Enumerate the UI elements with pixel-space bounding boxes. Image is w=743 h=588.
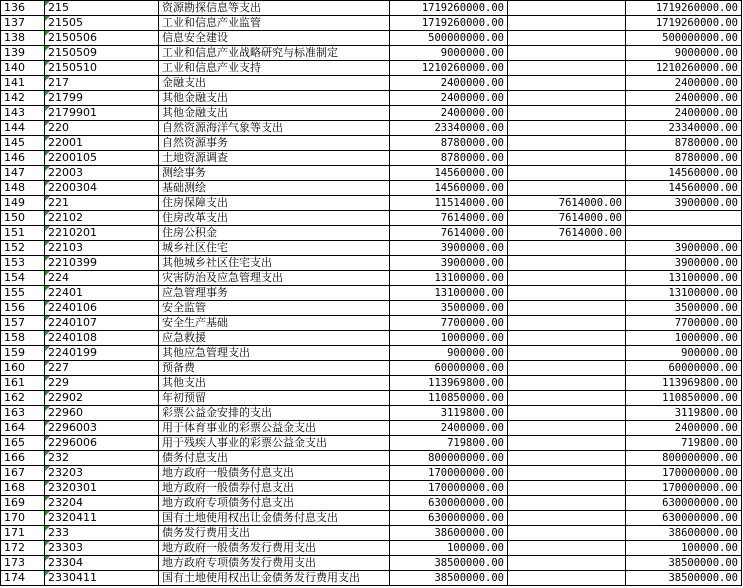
- project-expenditure-cell[interactable]: 1210260000.00: [626, 61, 742, 76]
- subject-name-cell[interactable]: 安全监管: [159, 301, 390, 316]
- subject-name-cell[interactable]: 应急救援: [159, 331, 390, 346]
- basic-expenditure-cell[interactable]: [508, 526, 626, 541]
- subject-code-cell[interactable]: 2330411: [45, 571, 159, 586]
- total-amount-cell[interactable]: 8780000.00: [390, 151, 508, 166]
- row-number-cell[interactable]: 139: [1, 46, 45, 61]
- total-amount-cell[interactable]: 719800.00: [390, 436, 508, 451]
- total-amount-cell[interactable]: 170000000.00: [390, 466, 508, 481]
- total-amount-cell[interactable]: 3900000.00: [390, 256, 508, 271]
- row-number-cell[interactable]: 150: [1, 211, 45, 226]
- row-number-cell[interactable]: 158: [1, 331, 45, 346]
- total-amount-cell[interactable]: 110850000.00: [390, 391, 508, 406]
- subject-code-cell[interactable]: 2296003: [45, 421, 159, 436]
- subject-code-cell[interactable]: 22103: [45, 241, 159, 256]
- project-expenditure-cell[interactable]: [626, 211, 742, 226]
- row-number-cell[interactable]: 155: [1, 286, 45, 301]
- project-expenditure-cell[interactable]: 9000000.00: [626, 46, 742, 61]
- subject-name-cell[interactable]: 地方政府一般债券付息支出: [159, 481, 390, 496]
- project-expenditure-cell[interactable]: 13100000.00: [626, 271, 742, 286]
- total-amount-cell[interactable]: 9000000.00: [390, 46, 508, 61]
- project-expenditure-cell[interactable]: 2400000.00: [626, 106, 742, 121]
- subject-code-cell[interactable]: 2200105: [45, 151, 159, 166]
- basic-expenditure-cell[interactable]: [508, 511, 626, 526]
- row-number-cell[interactable]: 164: [1, 421, 45, 436]
- project-expenditure-cell[interactable]: 38500000.00: [626, 571, 742, 586]
- subject-name-cell[interactable]: 安全生产基础: [159, 316, 390, 331]
- subject-code-cell[interactable]: 233: [45, 526, 159, 541]
- table-row: [1, 166, 742, 181]
- basic-expenditure-cell[interactable]: [508, 76, 626, 91]
- table-row: [1, 76, 742, 91]
- subject-code-cell[interactable]: 22102: [45, 211, 159, 226]
- project-expenditure-cell[interactable]: 1000000.00: [626, 331, 742, 346]
- project-expenditure-cell[interactable]: 2400000.00: [626, 91, 742, 106]
- table-row: [1, 406, 742, 421]
- subject-name-cell[interactable]: 自然资源事务: [159, 136, 390, 151]
- table-row: [1, 286, 742, 301]
- basic-expenditure-cell[interactable]: [508, 241, 626, 256]
- basic-expenditure-cell[interactable]: [508, 436, 626, 451]
- subject-code-cell[interactable]: 215: [45, 1, 159, 16]
- subject-code-cell[interactable]: 2240106: [45, 301, 159, 316]
- subject-code-cell[interactable]: 2150510: [45, 61, 159, 76]
- table-row: [1, 211, 742, 226]
- subject-name-cell[interactable]: 债务付息支出: [159, 451, 390, 466]
- project-expenditure-cell[interactable]: 7700000.00: [626, 316, 742, 331]
- subject-name-cell[interactable]: 年初预留: [159, 391, 390, 406]
- row-number-cell[interactable]: 145: [1, 136, 45, 151]
- basic-expenditure-cell[interactable]: [508, 91, 626, 106]
- subject-name-cell[interactable]: 地方政府专项债务发行费用支出: [159, 556, 390, 571]
- subject-name-cell[interactable]: 其他金融支出: [159, 106, 390, 121]
- project-expenditure-cell[interactable]: 13100000.00: [626, 286, 742, 301]
- basic-expenditure-cell[interactable]: [508, 181, 626, 196]
- basic-expenditure-cell[interactable]: [508, 481, 626, 496]
- project-expenditure-cell[interactable]: 630000000.00: [626, 496, 742, 511]
- basic-expenditure-cell[interactable]: [508, 1, 626, 16]
- subject-code-cell[interactable]: 224: [45, 271, 159, 286]
- basic-expenditure-cell[interactable]: [508, 346, 626, 361]
- table-row: [1, 301, 742, 316]
- project-expenditure-cell[interactable]: 900000.00: [626, 346, 742, 361]
- subject-name-cell[interactable]: 信息安全建设: [159, 31, 390, 46]
- subject-name-cell[interactable]: 债务发行费用支出: [159, 526, 390, 541]
- project-expenditure-cell[interactable]: 113969800.00: [626, 376, 742, 391]
- total-amount-cell[interactable]: 38500000.00: [390, 571, 508, 586]
- subject-code-cell[interactable]: 2240108: [45, 331, 159, 346]
- total-amount-cell[interactable]: 3500000.00: [390, 301, 508, 316]
- subject-code-cell[interactable]: 2240199: [45, 346, 159, 361]
- row-number-cell[interactable]: 138: [1, 31, 45, 46]
- total-amount-cell[interactable]: 7614000.00: [390, 226, 508, 241]
- subject-name-cell[interactable]: 其他支出: [159, 376, 390, 391]
- subject-code-cell[interactable]: 2320411: [45, 511, 159, 526]
- table-row: [1, 331, 742, 346]
- project-expenditure-cell[interactable]: 100000.00: [626, 541, 742, 556]
- subject-name-cell[interactable]: 用于残疾人事业的彩票公益金支出: [159, 436, 390, 451]
- total-amount-cell[interactable]: 630000000.00: [390, 496, 508, 511]
- basic-expenditure-cell[interactable]: [508, 256, 626, 271]
- row-number-cell[interactable]: 156: [1, 301, 45, 316]
- total-amount-cell[interactable]: 113969800.00: [390, 376, 508, 391]
- row-number-cell[interactable]: 151: [1, 226, 45, 241]
- basic-expenditure-cell[interactable]: [508, 286, 626, 301]
- row-number-cell[interactable]: 137: [1, 16, 45, 31]
- project-expenditure-cell[interactable]: 3500000.00: [626, 301, 742, 316]
- total-amount-cell[interactable]: 14560000.00: [390, 181, 508, 196]
- total-amount-cell[interactable]: 38500000.00: [390, 556, 508, 571]
- total-amount-cell[interactable]: 1000000.00: [390, 331, 508, 346]
- table-row: [1, 31, 742, 46]
- subject-name-cell[interactable]: 工业和信息产业支持: [159, 61, 390, 76]
- subject-name-cell[interactable]: 工业和信息产业监管: [159, 16, 390, 31]
- table-row: [1, 181, 742, 196]
- row-number-cell[interactable]: 162: [1, 391, 45, 406]
- basic-expenditure-cell[interactable]: [508, 451, 626, 466]
- project-expenditure-cell[interactable]: 3900000.00: [626, 196, 742, 211]
- project-expenditure-cell[interactable]: [626, 226, 742, 241]
- total-amount-cell[interactable]: 2400000.00: [390, 91, 508, 106]
- row-number-cell[interactable]: 152: [1, 241, 45, 256]
- table-row: [1, 1, 742, 16]
- basic-expenditure-cell[interactable]: [508, 376, 626, 391]
- table-row: [1, 466, 742, 481]
- project-expenditure-cell[interactable]: 14560000.00: [626, 166, 742, 181]
- project-expenditure-cell[interactable]: 8780000.00: [626, 136, 742, 151]
- table-row: [1, 436, 742, 451]
- total-amount-cell[interactable]: 7700000.00: [390, 316, 508, 331]
- subject-name-cell[interactable]: 地方政府专项债务付息支出: [159, 496, 390, 511]
- subject-name-cell[interactable]: 应急管理事务: [159, 286, 390, 301]
- subject-code-cell[interactable]: 23303: [45, 541, 159, 556]
- table-row: [1, 316, 742, 331]
- subject-code-cell[interactable]: 22003: [45, 166, 159, 181]
- basic-expenditure-cell[interactable]: [508, 391, 626, 406]
- project-expenditure-cell[interactable]: 719800.00: [626, 436, 742, 451]
- row-number-cell[interactable]: 154: [1, 271, 45, 286]
- row-number-cell[interactable]: 142: [1, 91, 45, 106]
- project-expenditure-cell[interactable]: 38600000.00: [626, 526, 742, 541]
- row-number-cell[interactable]: 174: [1, 571, 45, 586]
- subject-code-cell[interactable]: 22401: [45, 286, 159, 301]
- basic-expenditure-cell[interactable]: [508, 421, 626, 436]
- total-amount-cell[interactable]: 38600000.00: [390, 526, 508, 541]
- table-row: [1, 241, 742, 256]
- table-row: [1, 196, 742, 211]
- project-expenditure-cell[interactable]: 110850000.00: [626, 391, 742, 406]
- table-row: [1, 496, 742, 511]
- subject-code-cell[interactable]: 2210399: [45, 256, 159, 271]
- row-number-cell[interactable]: 163: [1, 406, 45, 421]
- row-number-cell[interactable]: 168: [1, 481, 45, 496]
- project-expenditure-cell[interactable]: 38500000.00: [626, 556, 742, 571]
- subject-name-cell[interactable]: 自然资源海洋气象等支出: [159, 121, 390, 136]
- basic-expenditure-cell[interactable]: [508, 571, 626, 586]
- total-amount-cell[interactable]: 2400000.00: [390, 421, 508, 436]
- basic-expenditure-cell[interactable]: [508, 271, 626, 286]
- subject-name-cell[interactable]: 土地资源调查: [159, 151, 390, 166]
- basic-expenditure-cell[interactable]: [508, 361, 626, 376]
- subject-code-cell[interactable]: 2179901: [45, 106, 159, 121]
- subject-name-cell[interactable]: 地方政府一般债务付息支出: [159, 466, 390, 481]
- total-amount-cell[interactable]: 3900000.00: [390, 241, 508, 256]
- row-number-cell[interactable]: 148: [1, 181, 45, 196]
- subject-name-cell[interactable]: 其他金融支出: [159, 91, 390, 106]
- table-row: [1, 541, 742, 556]
- subject-name-cell[interactable]: 资源勘探信息等支出: [159, 1, 390, 16]
- subject-code-cell[interactable]: 23304: [45, 556, 159, 571]
- basic-expenditure-cell[interactable]: [508, 121, 626, 136]
- subject-code-cell[interactable]: 2296006: [45, 436, 159, 451]
- total-amount-cell[interactable]: 23340000.00: [390, 121, 508, 136]
- subject-code-cell[interactable]: 22960: [45, 406, 159, 421]
- basic-expenditure-cell[interactable]: [508, 16, 626, 31]
- basic-expenditure-cell[interactable]: [508, 166, 626, 181]
- subject-code-cell[interactable]: 2210201: [45, 226, 159, 241]
- table-row: [1, 271, 742, 286]
- subject-name-cell[interactable]: 预备费: [159, 361, 390, 376]
- row-number-cell[interactable]: 157: [1, 316, 45, 331]
- total-amount-cell[interactable]: 1719260000.00: [390, 16, 508, 31]
- subject-code-cell[interactable]: 220: [45, 121, 159, 136]
- project-expenditure-cell[interactable]: 800000000.00: [626, 451, 742, 466]
- row-number-cell[interactable]: 160: [1, 361, 45, 376]
- table-row: [1, 376, 742, 391]
- table-row: [1, 61, 742, 76]
- subject-name-cell[interactable]: 住房改革支出: [159, 211, 390, 226]
- row-number-cell[interactable]: 167: [1, 466, 45, 481]
- subject-name-cell[interactable]: 基础测绘: [159, 181, 390, 196]
- total-amount-cell[interactable]: 11514000.00: [390, 196, 508, 211]
- project-expenditure-cell[interactable]: 630000000.00: [626, 511, 742, 526]
- project-expenditure-cell[interactable]: 170000000.00: [626, 481, 742, 496]
- row-number-cell[interactable]: 144: [1, 121, 45, 136]
- total-amount-cell[interactable]: 800000000.00: [390, 451, 508, 466]
- subject-name-cell[interactable]: 国有土地使用权出让金债务发行费用支出: [159, 571, 390, 586]
- row-number-cell[interactable]: 143: [1, 106, 45, 121]
- table-body: [1, 1, 742, 586]
- table-row: [1, 16, 742, 31]
- row-number-cell[interactable]: 149: [1, 196, 45, 211]
- subject-name-cell[interactable]: 城乡社区住宅: [159, 241, 390, 256]
- table-row: [1, 91, 742, 106]
- row-number-cell[interactable]: 172: [1, 541, 45, 556]
- total-amount-cell[interactable]: 2400000.00: [390, 106, 508, 121]
- subject-code-cell[interactable]: 23204: [45, 496, 159, 511]
- row-number-cell[interactable]: 153: [1, 256, 45, 271]
- table-row: [1, 121, 742, 136]
- subject-name-cell[interactable]: 其他应急管理支出: [159, 346, 390, 361]
- subject-name-cell[interactable]: 用于体育事业的彩票公益金支出: [159, 421, 390, 436]
- table-row: [1, 226, 742, 241]
- total-amount-cell[interactable]: 1719260000.00: [390, 1, 508, 16]
- subject-name-cell[interactable]: 住房公积金: [159, 226, 390, 241]
- row-number-cell[interactable]: 159: [1, 346, 45, 361]
- total-amount-cell[interactable]: 100000.00: [390, 541, 508, 556]
- total-amount-cell[interactable]: 2400000.00: [390, 76, 508, 91]
- table-row: [1, 346, 742, 361]
- row-number-cell[interactable]: 140: [1, 61, 45, 76]
- total-amount-cell[interactable]: 13100000.00: [390, 271, 508, 286]
- subject-name-cell[interactable]: 国有土地使用权出让金债务付息支出: [159, 511, 390, 526]
- subject-code-cell[interactable]: 2150506: [45, 31, 159, 46]
- subject-name-cell[interactable]: 其他城乡社区住宅支出: [159, 256, 390, 271]
- subject-code-cell[interactable]: 232: [45, 451, 159, 466]
- row-number-cell[interactable]: 165: [1, 436, 45, 451]
- table-row: [1, 556, 742, 571]
- project-expenditure-cell[interactable]: 23340000.00: [626, 121, 742, 136]
- table-row: [1, 571, 742, 586]
- subject-code-cell[interactable]: 21799: [45, 91, 159, 106]
- project-expenditure-cell[interactable]: 3119800.00: [626, 406, 742, 421]
- total-amount-cell[interactable]: 7614000.00: [390, 211, 508, 226]
- subject-code-cell[interactable]: 227: [45, 361, 159, 376]
- subject-code-cell[interactable]: 217: [45, 76, 159, 91]
- table-row: [1, 451, 742, 466]
- row-number-cell[interactable]: 161: [1, 376, 45, 391]
- subject-code-cell[interactable]: 22001: [45, 136, 159, 151]
- table-row: [1, 391, 742, 406]
- table-row: [1, 481, 742, 496]
- total-amount-cell[interactable]: 14560000.00: [390, 166, 508, 181]
- table-row: [1, 136, 742, 151]
- subject-name-cell[interactable]: 工业和信息产业战略研究与标准制定: [159, 46, 390, 61]
- project-expenditure-cell[interactable]: 3900000.00: [626, 256, 742, 271]
- table-row: [1, 106, 742, 121]
- basic-expenditure-cell[interactable]: [508, 301, 626, 316]
- subject-name-cell[interactable]: 灾害防治及应急管理支出: [159, 271, 390, 286]
- subject-code-cell[interactable]: 229: [45, 376, 159, 391]
- total-amount-cell[interactable]: 13100000.00: [390, 286, 508, 301]
- row-number-cell[interactable]: 147: [1, 166, 45, 181]
- subject-code-cell[interactable]: 23203: [45, 466, 159, 481]
- basic-expenditure-cell[interactable]: 7614000.00: [508, 196, 626, 211]
- project-expenditure-cell[interactable]: 1719260000.00: [626, 16, 742, 31]
- table-row: [1, 46, 742, 61]
- project-expenditure-cell[interactable]: 1719260000.00: [626, 1, 742, 16]
- basic-expenditure-cell[interactable]: [508, 541, 626, 556]
- subject-name-cell[interactable]: 住房保障支出: [159, 196, 390, 211]
- subject-name-cell[interactable]: 测绘事务: [159, 166, 390, 181]
- project-expenditure-cell[interactable]: 170000000.00: [626, 466, 742, 481]
- basic-expenditure-cell[interactable]: [508, 466, 626, 481]
- project-expenditure-cell[interactable]: 2400000.00: [626, 421, 742, 436]
- basic-expenditure-cell[interactable]: 7614000.00: [508, 211, 626, 226]
- project-expenditure-cell[interactable]: 3900000.00: [626, 241, 742, 256]
- basic-expenditure-cell[interactable]: 7614000.00: [508, 226, 626, 241]
- total-amount-cell[interactable]: 630000000.00: [390, 511, 508, 526]
- basic-expenditure-cell[interactable]: [508, 151, 626, 166]
- total-amount-cell[interactable]: 60000000.00: [390, 361, 508, 376]
- table-row: [1, 151, 742, 166]
- total-amount-cell[interactable]: 500000000.00: [390, 31, 508, 46]
- subject-code-cell[interactable]: 221: [45, 196, 159, 211]
- table-row: [1, 526, 742, 541]
- project-expenditure-cell[interactable]: 2400000.00: [626, 76, 742, 91]
- subject-name-cell[interactable]: 彩票公益金安排的支出: [159, 406, 390, 421]
- table-row: [1, 421, 742, 436]
- basic-expenditure-cell[interactable]: [508, 136, 626, 151]
- row-number-cell[interactable]: 146: [1, 151, 45, 166]
- basic-expenditure-cell[interactable]: [508, 61, 626, 76]
- project-expenditure-cell[interactable]: 8780000.00: [626, 151, 742, 166]
- subject-code-cell[interactable]: 21505: [45, 16, 159, 31]
- basic-expenditure-cell[interactable]: [508, 316, 626, 331]
- subject-name-cell[interactable]: 地方政府一般债务发行费用支出: [159, 541, 390, 556]
- subject-code-cell[interactable]: 2200304: [45, 181, 159, 196]
- subject-code-cell[interactable]: 22902: [45, 391, 159, 406]
- row-number-cell[interactable]: 169: [1, 496, 45, 511]
- subject-code-cell[interactable]: 2240107: [45, 316, 159, 331]
- total-amount-cell[interactable]: 8780000.00: [390, 136, 508, 151]
- row-number-cell[interactable]: 171: [1, 526, 45, 541]
- table-row: [1, 511, 742, 526]
- row-number-cell[interactable]: 170: [1, 511, 45, 526]
- table-row: [1, 361, 742, 376]
- row-number-cell[interactable]: 136: [1, 1, 45, 16]
- basic-expenditure-cell[interactable]: [508, 46, 626, 61]
- subject-code-cell[interactable]: 2150509: [45, 46, 159, 61]
- total-amount-cell[interactable]: 170000000.00: [390, 481, 508, 496]
- table-row: [1, 256, 742, 271]
- project-expenditure-cell[interactable]: 500000000.00: [626, 31, 742, 46]
- basic-expenditure-cell[interactable]: [508, 331, 626, 346]
- total-amount-cell[interactable]: 3119800.00: [390, 406, 508, 421]
- total-amount-cell[interactable]: 1210260000.00: [390, 61, 508, 76]
- row-number-cell[interactable]: 141: [1, 76, 45, 91]
- subject-name-cell[interactable]: 金融支出: [159, 76, 390, 91]
- basic-expenditure-cell[interactable]: [508, 406, 626, 421]
- subject-code-cell[interactable]: 2320301: [45, 481, 159, 496]
- basic-expenditure-cell[interactable]: [508, 556, 626, 571]
- basic-expenditure-cell[interactable]: [508, 31, 626, 46]
- basic-expenditure-cell[interactable]: [508, 496, 626, 511]
- project-expenditure-cell[interactable]: 14560000.00: [626, 181, 742, 196]
- total-amount-cell[interactable]: 900000.00: [390, 346, 508, 361]
- project-expenditure-cell[interactable]: 60000000.00: [626, 361, 742, 376]
- row-number-cell[interactable]: 173: [1, 556, 45, 571]
- basic-expenditure-cell[interactable]: [508, 106, 626, 121]
- row-number-cell[interactable]: 166: [1, 451, 45, 466]
